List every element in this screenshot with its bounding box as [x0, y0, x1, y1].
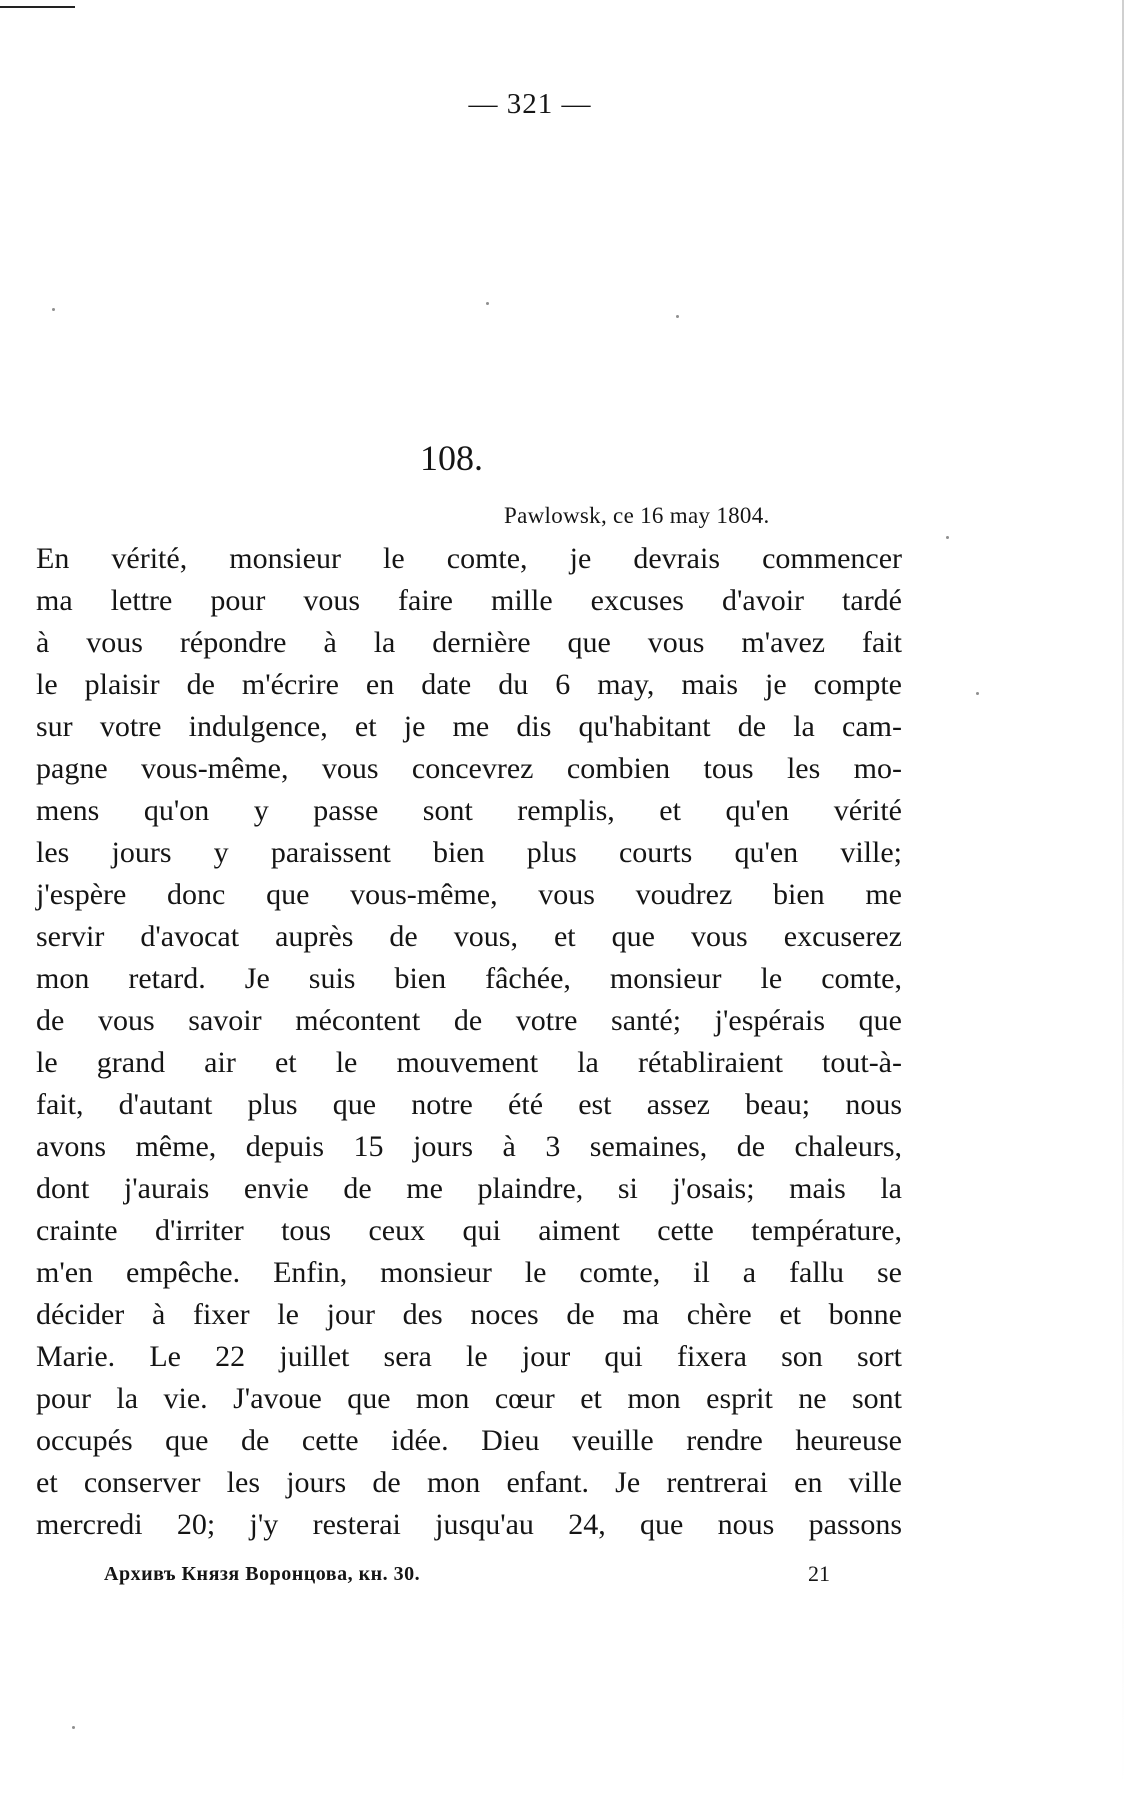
- letter-number: 108.: [420, 438, 483, 478]
- body-line: En vérité, monsieur le comte, je devrais commencer: [36, 542, 902, 575]
- body-line: servir d'avocat auprès de vous, et que vous excuserez: [36, 920, 902, 953]
- body-line: décider à fixer le jour des noces de ma chère et bonne: [36, 1298, 902, 1331]
- body-line: à vous répondre à la dernière que vous m'avez fait: [36, 626, 902, 659]
- page-number: — 321 —: [468, 88, 592, 120]
- body-line: avons même, depuis 15 jours à 3 semaines, de chaleurs,: [36, 1130, 902, 1163]
- archive-footer: Архивъ Князя Воронцова, кн. 30.: [104, 1563, 421, 1585]
- body-line: pour la vie. J'avoue que mon cœur et mon esprit ne sont: [36, 1382, 902, 1415]
- print-speck: [976, 692, 979, 695]
- body-line: le grand air et le mouvement la rétabliraient tout-à-: [36, 1046, 902, 1079]
- body-line: sur votre indulgence, et je me dis qu'habitant de la cam-: [36, 710, 902, 743]
- letter-body: [36, 538, 902, 1546]
- body-line: de vous savoir mécontent de votre santé; j'espérais que: [36, 1004, 902, 1037]
- print-speck: [72, 1726, 75, 1729]
- body-line: pagne vous-même, vous concevrez combien tous les mo-: [36, 752, 902, 785]
- page-edge-line: [1122, 0, 1124, 1793]
- body-line: fait, d'autant plus que notre été est assez beau; nous: [36, 1088, 902, 1121]
- body-line: crainte d'irriter tous ceux qui aiment cette température,: [36, 1214, 902, 1247]
- top-rule: [0, 6, 75, 8]
- body-line: Marie. Le 22 juillet sera le jour qui fixera son sort: [36, 1340, 902, 1373]
- body-line: les jours y paraissent bien plus courts qu'en ville;: [36, 836, 902, 869]
- dateline: Pawlowsk, ce 16 may 1804.: [504, 503, 770, 528]
- body-line: mens qu'on y passe sont remplis, et qu'en vérité: [36, 794, 902, 827]
- print-speck: [52, 308, 55, 311]
- body-line: et conserver les jours de mon enfant. Je rentrerai en ville: [36, 1466, 902, 1499]
- body-line: le plaisir de m'écrire en date du 6 may, mais je compte: [36, 668, 902, 701]
- body-line: dont j'aurais envie de me plaindre, si j'osais; mais la: [36, 1172, 902, 1205]
- print-speck: [676, 315, 679, 318]
- body-line: mercredi 20; j'y resterai jusqu'au 24, que nous passons: [36, 1508, 902, 1541]
- print-speck: [946, 536, 949, 539]
- body-line: mon retard. Je suis bien fâchée, monsieur le comte,: [36, 962, 902, 995]
- signature-mark: 21: [808, 1561, 830, 1586]
- body-line: j'espère donc que vous-même, vous voudrez bien me: [36, 878, 902, 911]
- body-line: occupés que de cette idée. Dieu veuille rendre heureuse: [36, 1424, 902, 1457]
- body-line: ma lettre pour vous faire mille excuses d'avoir tardé: [36, 584, 902, 617]
- print-speck: [486, 302, 489, 305]
- body-line: m'en empêche. Enfin, monsieur le comte, il a fallu se: [36, 1256, 902, 1289]
